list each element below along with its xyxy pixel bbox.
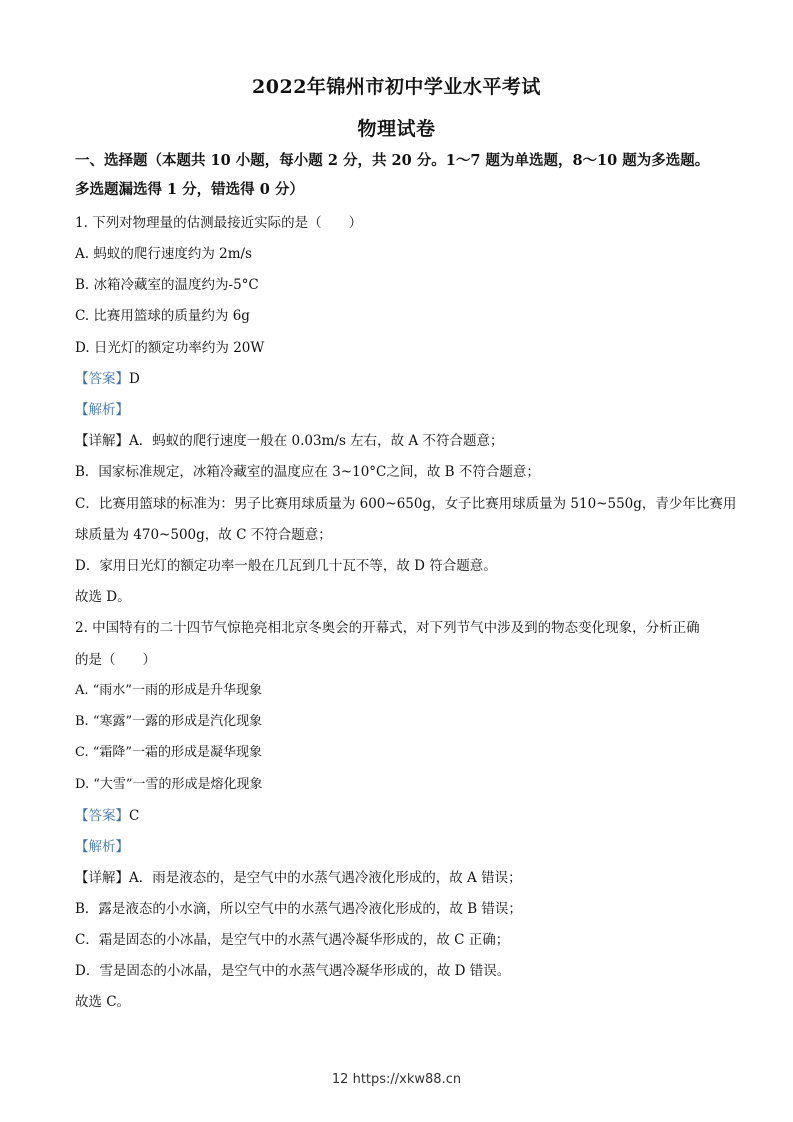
section-header: 一、选择题（本题共 10 小题，每小题 2 分，共 20 分。1～7 题为单选题，8～10 题为多选题。	[75, 152, 710, 169]
q1-detail-b: B．国家标准规定，冰箱冷藏室的温度应在 3~10°C之间，故 B 不符合题意；	[75, 464, 540, 480]
q1-option-b: B. 冰箱冷藏室的温度约为-5°C	[75, 277, 259, 293]
q1-answer-value: D	[129, 371, 140, 387]
q2-option-d: D. “大雪”一雪的形成是熔化现象	[75, 777, 263, 792]
q2-conclusion: 故选 C。	[75, 994, 131, 1010]
q1-conclusion: 故选 D。	[75, 589, 131, 605]
q2-stem: 2. 中国特有的二十四节气惊艳亮相北京冬奥会的开幕式，对下列节气中涉及到的物态变化现象，分析正确	[75, 620, 700, 636]
detail-tag: 【详解】	[75, 870, 129, 886]
section-header-continued: 多选题漏选得 1 分，错选得 0 分）	[75, 181, 304, 198]
q1-detail-d: D．家用日光灯的额定功率一般在几瓦到几十瓦不等，故 D 符合题意。	[75, 558, 497, 574]
q1-detail-c: C．比赛用篮球的标准为：男子比赛用球质量为 600~650g，女子比赛用球质量为 510~550g，青少年比赛用	[75, 496, 737, 512]
q2-analysis-tag: 【解析】	[75, 839, 129, 855]
q1-option-c: C. 比赛用篮球的质量约为 6g	[75, 308, 250, 324]
q2-detail-b: B．露是液态的小水滴，所以空气中的水蒸气遇冷液化形成的，故 B 错误；	[75, 901, 522, 917]
q2-answer	[75, 807, 139, 825]
page-footer: 12 https://xkw88.cn	[331, 1072, 462, 1087]
q2-option-c: C. “霜降”一霜的形成是凝华现象	[75, 745, 263, 760]
q1-detail-c-continued: 球质量为 470~500g，故 C 不符合题意；	[75, 527, 332, 543]
q1-stem: 1. 下列对物理量的估测最接近实际的是（ ）	[75, 215, 363, 231]
q2-answer-value: C	[129, 808, 140, 824]
q2-option-a: A. “雨水”一雨的形成是升华现象	[75, 683, 262, 698]
q2-option-b: B. “寒露”一露的形成是汽化现象	[75, 714, 263, 729]
q1-detail-a: 【详解】A．蚂蚁的爬行速度一般在 0.03m/s 左右，故 A 不符合题意；	[75, 433, 504, 449]
exam-subtitle: 物理试卷	[357, 118, 436, 140]
answer-tag: 【答案】	[75, 371, 129, 387]
q2-detail-c: C．霜是固态的小冰晶，是空气中的水蒸气遇冷凝华形成的，故 C 正确；	[75, 932, 510, 948]
q1-option-a: A. 蚂蚁的爬行速度约为 2m/s	[75, 246, 252, 262]
q1-option-d: D. 日光灯的额定功率约为 20W	[75, 340, 265, 356]
q2-detail-d: D．雪是固态的小冰晶，是空气中的水蒸气遇冷凝华形成的，故 D 错误。	[75, 963, 511, 979]
q2-stem-continued: 的是（ ）	[75, 652, 156, 668]
q2-detail-a: 【详解】A．雨是液态的，是空气中的水蒸气遇冷液化形成的，故 A 错误；	[75, 870, 522, 886]
q1-answer	[75, 370, 140, 388]
q1-analysis-tag: 【解析】	[75, 402, 129, 418]
detail-tag: 【详解】	[75, 433, 129, 449]
answer-tag: 【答案】	[75, 808, 129, 824]
exam-title: 2022年锦州市初中学业水平考试	[252, 76, 541, 98]
